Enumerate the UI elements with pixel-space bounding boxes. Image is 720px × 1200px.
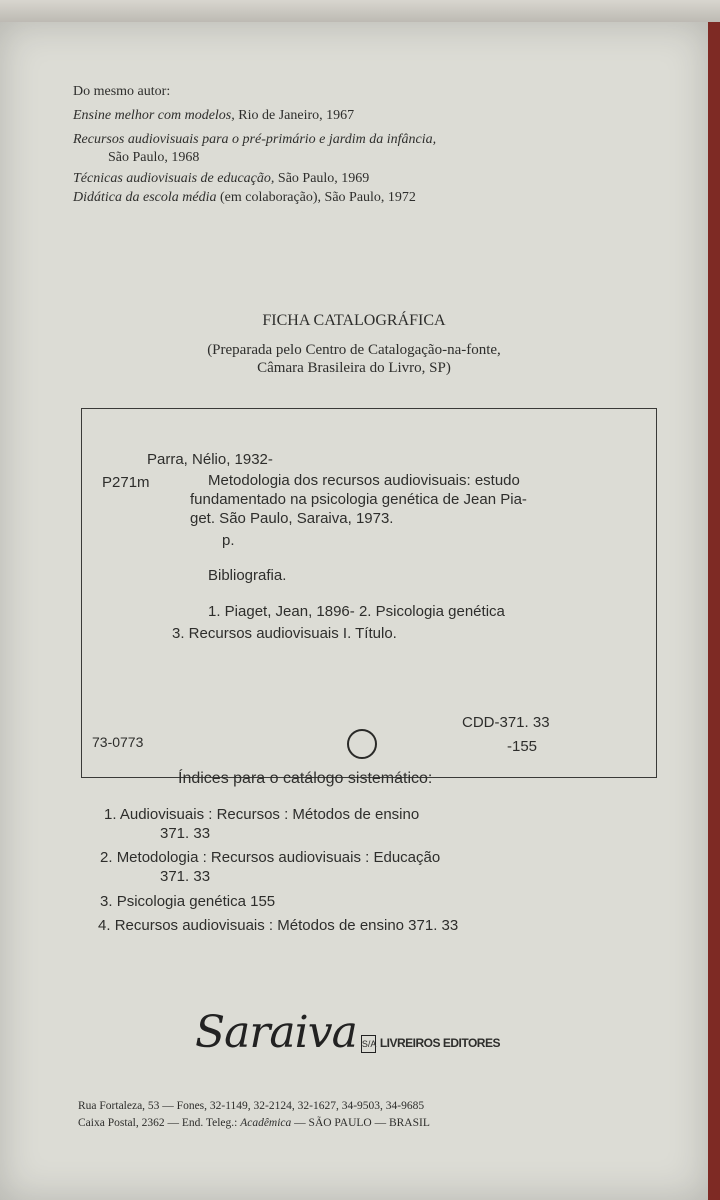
other-work-1: Ensine melhor com modelos, Rio de Janeiro, 1967 — [73, 108, 355, 123]
card-cdd-line-1: CDD-371. 33 — [462, 714, 550, 731]
book-edge — [0, 0, 720, 22]
catalog-card — [81, 408, 657, 778]
card-author: Parra, Nélio, 1932- — [147, 451, 273, 468]
sa-mark: S/A — [361, 1035, 376, 1053]
book-page — [0, 22, 708, 1200]
card-title-line-2: fundamentado na psicologia genética de Jean Pia- — [190, 491, 527, 508]
index-item-1-code: 371. 33 — [160, 825, 211, 842]
card-subjects-line-1: 1. Piaget, Jean, 1896- 2. Psicologia genética — [208, 603, 505, 620]
index-item-2: 2. Metodologia : Recursos audiovisuais : Educação — [100, 849, 441, 866]
ficha-prep-line-2: Câmara Brasileira do Livro, SP) — [257, 360, 451, 376]
index-item-4: 4. Recursos audiovisuais : Métodos de ensino 371. 33 — [98, 917, 459, 934]
publisher-logo — [195, 1007, 500, 1058]
saraiva-logo: Saraiva — [195, 1007, 357, 1058]
card-pages: p. — [222, 532, 235, 549]
card-bibliography: Bibliografia. — [208, 567, 287, 584]
publisher-address-line-1: Rua Fortaleza, 53 — Fones, 32-1149, 32-2124, 32-1627, 34-9503, 34-9685 — [78, 1100, 425, 1112]
card-cdd-line-2: -155 — [507, 738, 538, 755]
ficha-prep-line-1: (Preparada pelo Centro de Catalogação-na-fonte, — [207, 342, 501, 358]
card-subjects-line-2: 3. Recursos audiovisuais I. Título. — [172, 625, 397, 642]
index-item-1: 1. Audiovisuais : Recursos : Métodos de ensino — [104, 806, 420, 823]
index-item-3: 3. Psicologia genética 155 — [100, 893, 276, 910]
card-control-number: 73-0773 — [92, 734, 144, 750]
other-work-2: Recursos audiovisuais para o pré-primário e jardim da infância, — [73, 132, 437, 147]
card-call-number: P271m — [102, 474, 150, 491]
publisher-tagline: LIVREIROS EDITORES — [379, 1036, 500, 1050]
other-work-4: Didática da escola média (em colaboração), São Paulo, 1972 — [73, 190, 416, 205]
card-title-line-1: Metodologia dos recursos audiovisuais: estudo — [208, 472, 520, 489]
index-item-2-code: 371. 33 — [160, 868, 211, 885]
ficha-title: FICHA CATALOGRÁFICA — [262, 312, 446, 329]
indices-heading: Índices para o catálogo sistemático: — [178, 770, 433, 787]
other-work-3: Técnicas audiovisuais de educação, São Paulo, 1969 — [73, 171, 370, 186]
other-works-heading: Do mesmo autor: — [73, 84, 171, 99]
card-punch-hole — [347, 729, 377, 759]
publisher-address-line-2: Caixa Postal, 2362 — End. Teleg.: Acadêmica — SÃO PAULO — BRASIL — [78, 1117, 430, 1129]
card-title-line-3: get. São Paulo, Saraiva, 1973. — [190, 510, 394, 527]
other-work-2-rest: São Paulo, 1968 — [108, 150, 200, 165]
